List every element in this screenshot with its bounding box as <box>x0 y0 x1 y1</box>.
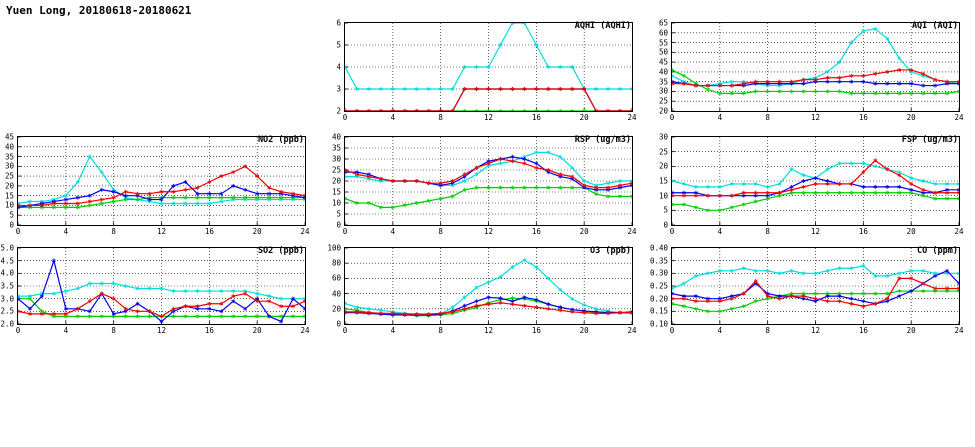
ytick-label-no2: 15 <box>4 191 14 201</box>
ytick-label-o3: 60 <box>331 273 341 283</box>
ytick-label-o3: 80 <box>331 258 341 268</box>
ytick-label-no2: 45 <box>4 132 14 142</box>
ytick-label-rsp: 5 <box>336 209 341 219</box>
xtick-label-rsp: 16 <box>531 227 541 236</box>
xtick-label-o3: 4 <box>390 326 396 335</box>
xtick-label-aqi: 4 <box>717 113 723 122</box>
xtick-label-aqhi: 4 <box>390 113 396 122</box>
chart-panel-fsp <box>658 132 964 242</box>
ytick-label-aqi: 60 <box>658 28 668 38</box>
xtick-label-rsp: 4 <box>390 227 396 236</box>
xtick-label-aqi: 16 <box>858 113 868 122</box>
xtick-label-aqhi: 20 <box>579 113 589 122</box>
xtick-label-fsp: 20 <box>906 227 916 236</box>
ytick-label-so2: 2.0 <box>0 319 14 329</box>
xtick-label-aqhi: 12 <box>483 113 494 122</box>
ytick-label-co: 0.30 <box>649 268 668 278</box>
ytick-label-so2: 5.0 <box>0 243 14 253</box>
xtick-label-aqhi: 0 <box>342 113 348 122</box>
ytick-label-aqi: 40 <box>658 67 668 77</box>
plot-frame-aqhi <box>344 22 633 112</box>
xtick-label-so2: 24 <box>300 326 310 335</box>
ytick-label-aqi: 30 <box>658 86 668 96</box>
chart-title-fsp: FSP (ug/m3) <box>901 135 958 145</box>
chart-title-rsp: RSP (ug/m3) <box>574 135 631 145</box>
xtick-label-rsp: 12 <box>483 227 494 236</box>
ytick-label-co: 0.20 <box>649 294 668 304</box>
plot-canvas-fsp <box>672 137 959 225</box>
ytick-label-aqi: 65 <box>658 18 668 28</box>
ytick-label-fsp: 30 <box>658 132 668 142</box>
ytick-label-so2: 3.0 <box>0 294 14 304</box>
xtick-label-so2: 16 <box>204 326 214 335</box>
xtick-label-fsp: 4 <box>717 227 723 236</box>
xtick-label-no2: 4 <box>63 227 69 236</box>
ytick-label-aqhi: 3 <box>336 84 341 94</box>
ytick-label-no2: 0 <box>9 220 14 230</box>
ytick-label-co: 0.40 <box>649 243 668 253</box>
xtick-label-o3: 0 <box>342 326 348 335</box>
ytick-label-aqi: 55 <box>658 38 668 48</box>
xtick-label-no2: 16 <box>204 227 214 236</box>
xtick-label-fsp: 12 <box>810 227 821 236</box>
ytick-label-co: 0.10 <box>649 319 668 329</box>
series-markers-co-day1 <box>672 264 959 291</box>
ytick-label-o3: 100 <box>327 243 341 253</box>
plot-canvas-co <box>672 248 959 324</box>
ytick-label-so2: 4.0 <box>0 268 14 278</box>
plot-canvas-aqi <box>672 23 959 111</box>
ytick-label-aqhi: 5 <box>336 40 341 50</box>
plot-frame-fsp <box>671 136 960 226</box>
chart-panel-aqi <box>658 18 964 128</box>
ytick-label-co: 0.35 <box>649 256 668 266</box>
page-title: Yuen Long, 20180618-20180621 <box>6 4 192 17</box>
xtick-label-co: 8 <box>765 326 770 335</box>
xtick-label-co: 20 <box>906 326 916 335</box>
ytick-label-no2: 5 <box>9 210 14 220</box>
ytick-label-fsp: 10 <box>658 191 668 201</box>
xtick-label-no2: 20 <box>252 227 262 236</box>
xtick-label-o3: 8 <box>438 326 443 335</box>
xtick-label-o3: 16 <box>531 326 541 335</box>
chart-panel-aqhi <box>336 18 637 128</box>
ytick-label-no2: 40 <box>4 142 14 152</box>
chart-panel-no2 <box>4 132 310 242</box>
chart-title-no2: NO2 (ppb) <box>257 135 304 145</box>
xtick-label-no2: 0 <box>15 227 21 236</box>
xtick-label-fsp: 16 <box>858 227 868 236</box>
plot-frame-so2 <box>17 247 306 325</box>
ytick-label-so2: 4.5 <box>0 256 14 266</box>
chart-title-co: CO (ppm) <box>917 246 958 256</box>
xtick-label-aqi: 12 <box>810 113 821 122</box>
plot-frame-rsp <box>344 136 633 226</box>
ytick-label-aqhi: 4 <box>336 62 341 72</box>
plot-canvas-no2 <box>18 137 305 225</box>
ytick-label-aqi: 25 <box>658 96 668 106</box>
plot-canvas-aqhi <box>345 23 632 111</box>
ytick-label-fsp: 25 <box>658 147 668 157</box>
ytick-label-co: 0.15 <box>649 306 668 316</box>
ytick-label-no2: 35 <box>4 152 14 162</box>
chart-title-so2: SO2 (ppb) <box>257 246 304 256</box>
plot-frame-co <box>671 247 960 325</box>
chart-panel-o3 <box>327 243 637 341</box>
ytick-label-so2: 3.5 <box>0 281 14 291</box>
xtick-label-no2: 12 <box>156 227 167 236</box>
plot-frame-o3 <box>344 247 633 325</box>
plot-frame-no2 <box>17 136 306 226</box>
xtick-label-fsp: 0 <box>669 227 675 236</box>
xtick-label-o3: 12 <box>483 326 494 335</box>
xtick-label-no2: 24 <box>300 227 310 236</box>
ytick-label-o3: 0 <box>336 319 341 329</box>
ytick-label-fsp: 0 <box>663 220 668 230</box>
chart-title-aqi: AQI (AQI) <box>911 21 958 31</box>
xtick-label-aqi: 24 <box>954 113 964 122</box>
xtick-label-aqi: 8 <box>765 113 770 122</box>
plot-canvas-rsp <box>345 137 632 225</box>
ytick-label-rsp: 35 <box>331 143 341 153</box>
ytick-label-no2: 30 <box>4 161 14 171</box>
xtick-label-rsp: 20 <box>579 227 589 236</box>
ytick-label-aqi: 45 <box>658 57 668 67</box>
chart-title-o3: O3 (ppb) <box>590 246 631 256</box>
ytick-label-no2: 10 <box>4 200 14 210</box>
ytick-label-aqhi: 6 <box>336 18 341 28</box>
xtick-label-aqi: 0 <box>669 113 675 122</box>
xtick-label-so2: 4 <box>63 326 69 335</box>
plot-canvas-o3 <box>345 248 632 324</box>
ytick-label-co: 0.25 <box>649 281 668 291</box>
xtick-label-aqhi: 8 <box>438 113 443 122</box>
xtick-label-aqhi: 16 <box>531 113 541 122</box>
plot-frame-aqi <box>671 22 960 112</box>
xtick-label-so2: 20 <box>252 326 262 335</box>
ytick-label-o3: 20 <box>331 304 341 314</box>
xtick-label-fsp: 24 <box>954 227 964 236</box>
ytick-label-aqi: 50 <box>658 47 668 57</box>
xtick-label-co: 24 <box>954 326 964 335</box>
xtick-label-so2: 8 <box>111 326 116 335</box>
ytick-label-rsp: 25 <box>331 165 341 175</box>
chart-title-aqhi: AQHI (AQHI) <box>574 21 631 31</box>
ytick-label-rsp: 40 <box>331 132 341 142</box>
xtick-label-fsp: 8 <box>765 227 770 236</box>
xtick-label-rsp: 24 <box>627 227 637 236</box>
ytick-label-fsp: 5 <box>663 205 668 215</box>
xtick-label-co: 0 <box>669 326 675 335</box>
chart-panel-so2 <box>0 243 310 341</box>
xtick-label-o3: 24 <box>627 326 637 335</box>
ytick-label-aqhi: 2 <box>336 106 341 116</box>
ytick-label-aqi: 20 <box>658 106 668 116</box>
ytick-label-so2: 2.5 <box>0 306 14 316</box>
xtick-label-rsp: 0 <box>342 227 348 236</box>
ytick-label-rsp: 20 <box>331 176 341 186</box>
xtick-label-so2: 12 <box>156 326 167 335</box>
xtick-label-no2: 8 <box>111 227 116 236</box>
ytick-label-no2: 25 <box>4 171 14 181</box>
ytick-label-rsp: 0 <box>336 220 341 230</box>
ytick-label-o3: 40 <box>331 289 341 299</box>
ytick-label-fsp: 20 <box>658 161 668 171</box>
ytick-label-aqi: 35 <box>658 77 668 87</box>
xtick-label-rsp: 8 <box>438 227 443 236</box>
ytick-label-rsp: 10 <box>331 198 341 208</box>
xtick-label-aqi: 20 <box>906 113 916 122</box>
chart-panel-rsp <box>331 132 637 242</box>
xtick-label-co: 12 <box>810 326 821 335</box>
ytick-label-rsp: 15 <box>331 187 341 197</box>
xtick-label-o3: 20 <box>579 326 589 335</box>
plot-canvas-so2 <box>18 248 305 324</box>
xtick-label-co: 4 <box>717 326 723 335</box>
xtick-label-aqhi: 24 <box>627 113 637 122</box>
ytick-label-rsp: 30 <box>331 154 341 164</box>
xtick-label-co: 16 <box>858 326 868 335</box>
ytick-label-fsp: 15 <box>658 176 668 186</box>
chart-panel-co <box>649 243 964 341</box>
ytick-label-no2: 20 <box>4 181 14 191</box>
xtick-label-so2: 0 <box>15 326 21 335</box>
